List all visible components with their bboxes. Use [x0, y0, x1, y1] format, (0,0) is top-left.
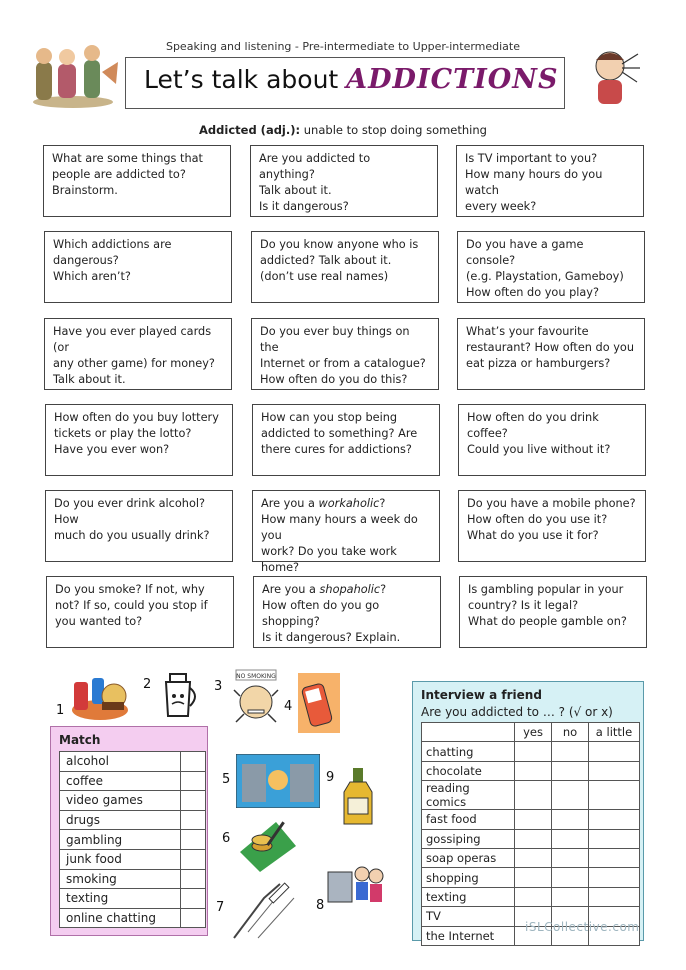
junk-food-illustration [66, 672, 130, 724]
interview-row [422, 829, 640, 848]
question-card: Do you smoke? If not, why not? If so, could you stop if you wanted to? [46, 576, 234, 648]
title-accent: ADDICTIONS [346, 64, 559, 95]
answer-cell[interactable] [515, 868, 552, 887]
match-row [60, 791, 206, 811]
question-card: What’s your favourite restaurant? How often do you eat pizza or hamburgers? [457, 318, 645, 390]
question-card: Do you have a game console? (e.g. Playstation, Gameboy) How often do you play? [457, 231, 645, 303]
answer-cell[interactable] [552, 810, 589, 829]
match-answer-cell[interactable] [181, 889, 206, 909]
definition-line [0, 123, 686, 137]
match-row [60, 908, 206, 928]
answer-cell[interactable] [589, 742, 640, 761]
people-arguing-illustration [28, 42, 123, 110]
interview-activity: gossiping [422, 829, 515, 848]
picture-number: 9 [326, 770, 335, 785]
match-item: gambling [60, 830, 181, 850]
match-item: smoking [60, 869, 181, 889]
match-answer-cell[interactable] [181, 810, 206, 830]
gambling-chips-illustration [236, 812, 298, 874]
question-card: How can you stop being addicted to something? Are there cures for addictions? [252, 404, 440, 476]
interview-row [422, 761, 640, 780]
interview-row [422, 810, 640, 829]
interview-activity: the Internet [422, 926, 515, 945]
match-row [60, 771, 206, 791]
question-card: Are you a workaholic? How many hours a week do you work? Do you take work home? [252, 490, 440, 562]
answer-cell[interactable] [515, 781, 552, 810]
sign-text: NO SMOKING [236, 673, 276, 680]
column-header-a-little: a little [589, 723, 640, 742]
picture-number: 8 [316, 898, 325, 913]
answer-cell[interactable] [515, 848, 552, 867]
match-table [59, 751, 206, 928]
picture-number: 3 [214, 679, 223, 694]
match-title: Match [59, 733, 101, 747]
interview-row [422, 848, 640, 867]
picture-number: 2 [143, 677, 152, 692]
match-item: online chatting [60, 908, 181, 928]
question-card: Is gambling popular in your country? Is it legal? What do people gamble on? [459, 576, 647, 648]
picture-number: 4 [284, 699, 293, 714]
answer-cell[interactable] [552, 829, 589, 848]
answer-cell[interactable] [589, 848, 640, 867]
interview-activity: shopping [422, 868, 515, 887]
match-answer-cell[interactable] [181, 869, 206, 889]
answer-cell[interactable] [589, 829, 640, 848]
match-item: texting [60, 889, 181, 909]
answer-cell[interactable] [589, 868, 640, 887]
picture-number: 6 [222, 831, 231, 846]
interview-activity: chatting [422, 742, 515, 761]
person-sneezing-illustration [582, 44, 642, 110]
answer-cell[interactable] [552, 868, 589, 887]
column-header-no: no [552, 723, 589, 742]
match-answer-cell[interactable] [181, 908, 206, 928]
interview-activity: fast food [422, 810, 515, 829]
answer-cell[interactable] [589, 781, 640, 810]
column-header-yes: yes [515, 723, 552, 742]
question-card: What are some things that people are addicted to? Brainstorm. [43, 145, 231, 217]
interview-header-row [422, 723, 640, 742]
interview-title: Interview a friend [421, 688, 542, 702]
match-row [60, 810, 206, 830]
interview-activity: reading comics [422, 781, 515, 810]
worksheet-subtitle: Speaking and listening - Pre-intermediate to Upper-intermediate [165, 40, 521, 53]
coffee-pot-illustration [158, 670, 200, 722]
question-card: Do you ever buy things on the Internet or from a catalogue? How often do you do this? [251, 318, 439, 390]
page-title [144, 64, 559, 95]
answer-cell[interactable] [515, 887, 552, 906]
match-item: drugs [60, 810, 181, 830]
picture-number: 1 [56, 703, 65, 718]
match-answer-cell[interactable] [181, 830, 206, 850]
match-panel [50, 726, 208, 936]
question-card: Is TV important to you? How many hours do you watch every week? [456, 145, 644, 217]
question-card: Do you have a mobile phone? How often do you use it? What do you use it for? [458, 490, 646, 562]
answer-cell[interactable] [515, 810, 552, 829]
interview-row [422, 887, 640, 906]
match-item: coffee [60, 771, 181, 791]
computer-users-illustration [326, 858, 386, 908]
interview-header-blank [422, 723, 515, 742]
interview-activity: soap operas [422, 848, 515, 867]
match-answer-cell[interactable] [181, 752, 206, 772]
question-card: Are you addicted to anything? Talk about it. Is it dangerous? [250, 145, 438, 217]
alcohol-bottle-illustration [338, 766, 378, 826]
answer-cell[interactable] [552, 781, 589, 810]
answer-cell[interactable] [552, 761, 589, 780]
picture-number: 7 [216, 900, 225, 915]
watermark: iSLCollective.com [525, 920, 640, 934]
interview-activity: chocolate [422, 761, 515, 780]
question-card: Are you a shopaholic? How often do you go shopping? Is it dangerous? Explain. [253, 576, 441, 648]
stressed-smoker-illustration [226, 668, 286, 730]
answer-cell[interactable] [515, 761, 552, 780]
answer-cell[interactable] [515, 742, 552, 761]
answer-cell[interactable] [515, 829, 552, 848]
answer-cell[interactable] [552, 848, 589, 867]
match-row [60, 830, 206, 850]
interview-row [422, 781, 640, 810]
interview-row [422, 742, 640, 761]
match-row [60, 752, 206, 772]
question-card: Which addictions are dangerous? Which aren’t? [44, 231, 232, 303]
answer-cell[interactable] [589, 887, 640, 906]
answer-cell[interactable] [589, 761, 640, 780]
drugs-syringe-illustration [228, 878, 300, 942]
definition-term: Addicted (adj.): [199, 123, 301, 137]
emphasis-word: shopaholic [319, 583, 381, 596]
match-item: video games [60, 791, 181, 811]
interview-row [422, 868, 640, 887]
match-row [60, 889, 206, 909]
interview-activity: TV [422, 907, 515, 926]
title-box [125, 57, 565, 109]
interview-table [421, 722, 640, 946]
definition-text: unable to stop doing something [300, 123, 487, 137]
match-answer-cell[interactable] [181, 849, 206, 869]
question-card: Have you ever played cards (or any other game) for money? Talk about it. [44, 318, 232, 390]
question-card: Do you know anyone who is addicted? Talk about it. (don’t use real names) [251, 231, 439, 303]
title-main: Let’s talk about [144, 65, 347, 94]
interview-activity: texting [422, 887, 515, 906]
answer-cell[interactable] [589, 810, 640, 829]
match-answer-cell[interactable] [181, 791, 206, 811]
match-row [60, 869, 206, 889]
answer-cell[interactable] [552, 887, 589, 906]
video-game-illustration [236, 754, 320, 808]
answer-cell[interactable] [552, 742, 589, 761]
interview-panel [412, 681, 644, 941]
match-item: junk food [60, 849, 181, 869]
match-item: alcohol [60, 752, 181, 772]
interview-question: Are you addicted to … ? (√ or x) [421, 705, 613, 719]
match-answer-cell[interactable] [181, 771, 206, 791]
question-card: How often do you drink coffee? Could you live without it? [458, 404, 646, 476]
question-card: How often do you buy lottery tickets or play the lotto? Have you ever won? [45, 404, 233, 476]
emphasis-word: workaholic [318, 497, 380, 510]
question-card: Do you ever drink alcohol? How much do you usually drink? [45, 490, 233, 562]
mobile-phone-illustration [296, 671, 342, 735]
match-row [60, 849, 206, 869]
picture-number: 5 [222, 772, 231, 787]
